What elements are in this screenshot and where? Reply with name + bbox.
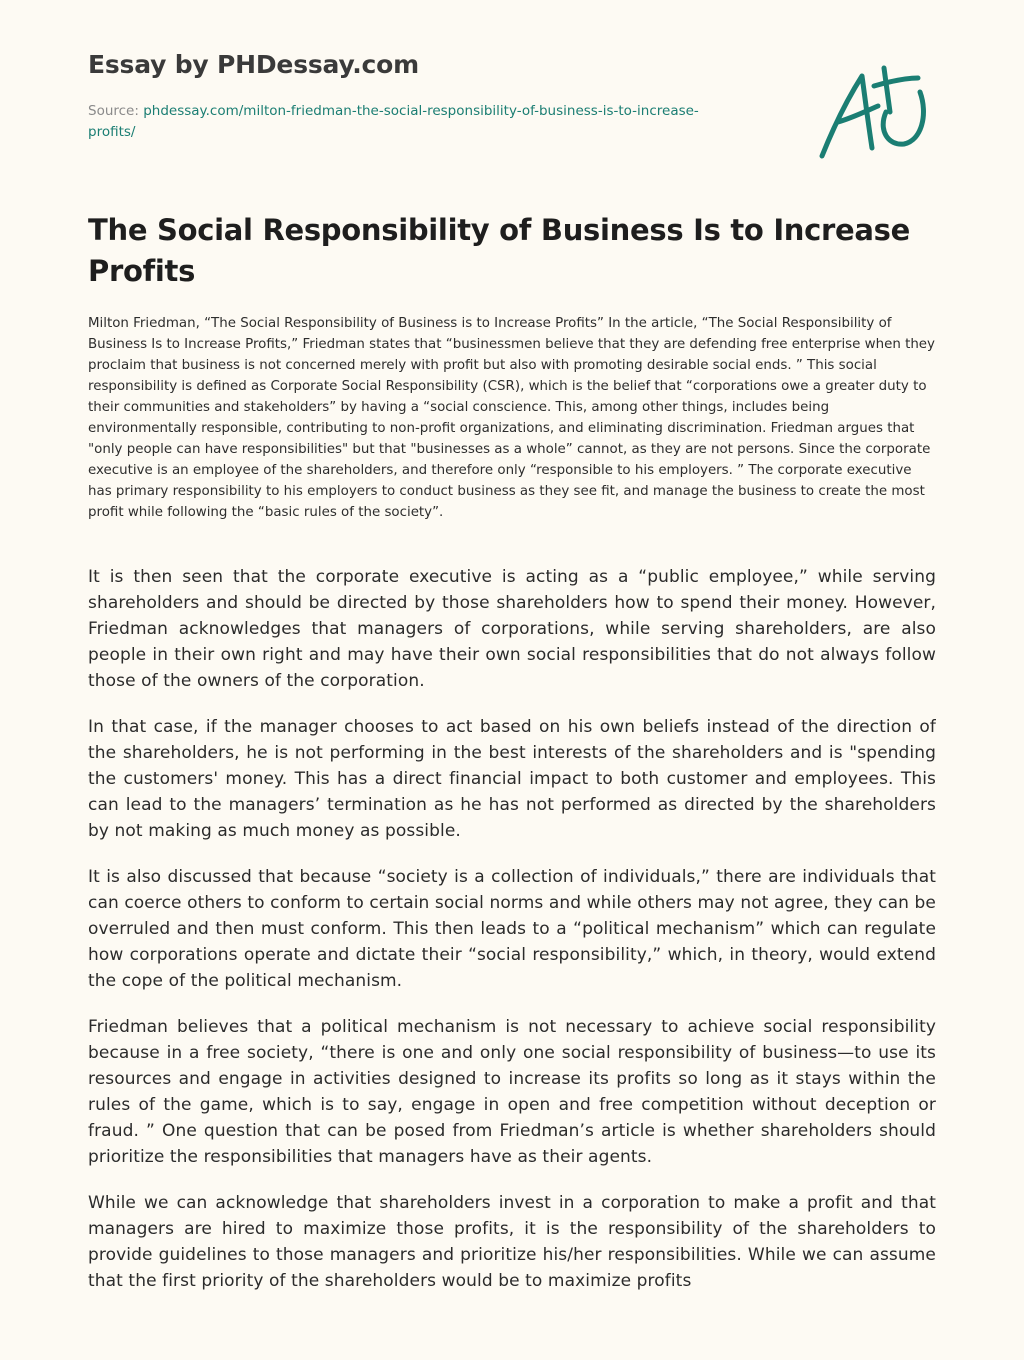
essay-page — [88, 0, 936, 1360]
source-link[interactable]: phdessay.com/milton-friedman-the-social-responsibility-of-business-is-to-increase-profits/ — [88, 103, 699, 140]
body-paragraph: In that case, if the manager chooses to act based on his own beliefs instead of the direction of the shareholders, he is not performing in the best interests of the shareholders and is "spending the customers' money. This has a direct financial impact to both customer and employees. This can lead to the managers’ termination as he has not performed as directed by the shareholders by not making as much money as possible. — [88, 717, 936, 841]
essay-title: The Social Responsibility of Business Is to Increase Profits — [88, 213, 911, 288]
intro-paragraph: Milton Friedman, “The Social Responsibility of Business is to Increase Profits” In the article, “The Social Responsibility of Business Is to Increase Profits,” Friedman states that “businessmen believe that they are defending free enterprise when they proclaim that business is not concerned merely with profit but also with promoting desirable social ends. ” This social responsibility is defined as Corporate Social Responsibility (CSR), which is the belief that “corporations owe a greater duty to their communities and stakeholders” by having a “social conscience. This, among other things, includes being environmentally responsible, contributing to non-profit organizations, and eliminating discrimination. Friedman argues that "only people can have responsibilities" but that "businesses as a whole” cannot, as they are not persons. Since the corporate executive is an employee of the shareholders, and therefore only “responsible to his employers. ” The corporate executive has primary responsibility to his employers to conduct business as they see fit, and manage the business to create the most profit while following the “basic rules of the society”. — [88, 316, 935, 520]
essay-body — [88, 564, 936, 1314]
source-label: Source: — [88, 103, 144, 119]
body-paragraph: Friedman believes that a political mechanism is not necessary to achieve social responsibility because in a free society, “there is one and only one social responsibility of business—to use its resources and engage in activities designed to increase its profits so long as it stays within the rules of the game, which is to say, engage in open and free competition without deception or fraud. ” One question that can be posed from Friedman’s article is whether shareholders should prioritize the responsibilities that managers have as their agents. — [88, 1017, 936, 1167]
source-line — [88, 101, 728, 143]
site-brand[interactable]: Essay by PHDessay.com — [88, 50, 419, 79]
a-plus-logo-icon — [818, 64, 930, 162]
body-paragraph: It is also discussed that because “society is a collection of individuals,” there are individuals that can coerce others to conform to certain social norms and while others may not agree, they can be overruled and then must conform. This then leads to a “political mechanism” which can regulate how corporations operate and dictate their “social responsibility,” which, in theory, would extend the cope of the political mechanism. — [88, 867, 936, 991]
body-paragraph: It is then seen that the corporate executive is acting as a “public employee,” while serving shareholders and should be directed by those shareholders how to spend their money. However, Friedman acknowledges that managers of corporations, while serving shareholders, are also people in their own right and may have their own social responsibilities that do not always follow those of the owners of the corporation. — [88, 567, 936, 691]
body-paragraph: While we can acknowledge that shareholders invest in a corporation to make a profit and that managers are hired to maximize those profits, it is the responsibility of the shareholders to provide guidelines to those managers and prioritize his/her responsibilities. While we can assume that the first priority of the shareholders would be to maximize profits — [88, 1193, 936, 1291]
